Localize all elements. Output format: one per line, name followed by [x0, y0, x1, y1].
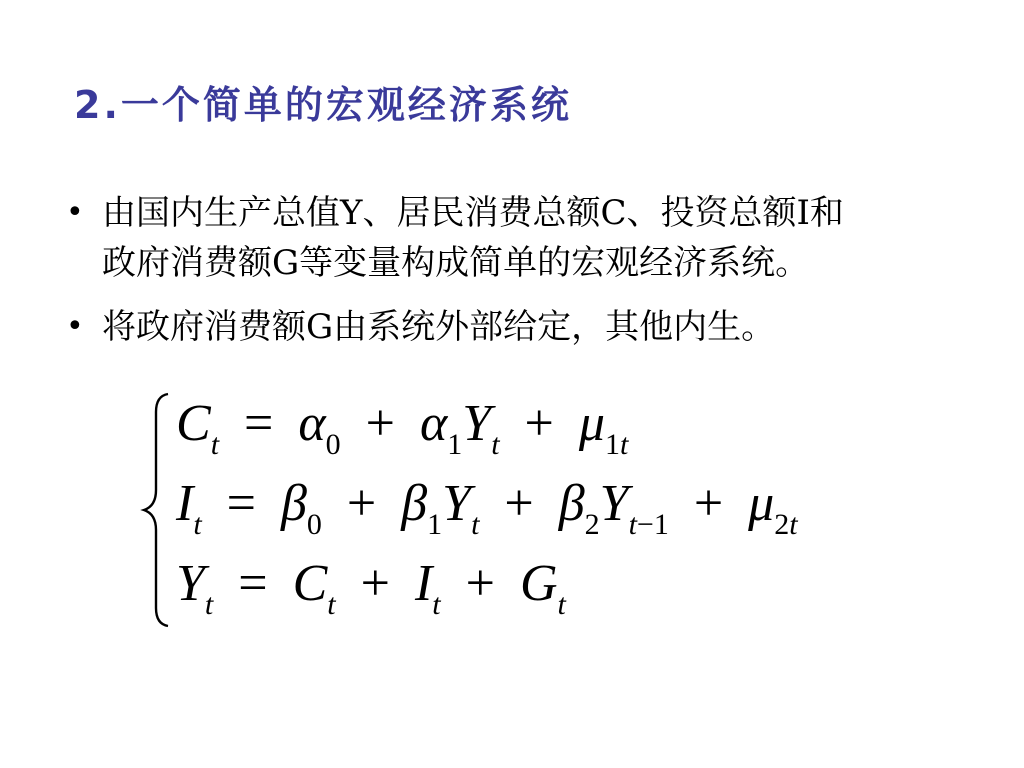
bullet-text-line: 将政府消费额G由系统外部给定，其他内生。	[102, 307, 776, 347]
bullet-item	[62, 302, 962, 352]
bullet-dot-icon: •	[66, 195, 84, 230]
equation-consumption: $C_t = \alpha_0 + \alpha_1Y_t + \mu_{1t}$	[176, 395, 629, 461]
left-brace-icon	[138, 390, 178, 630]
slide-title: 2.一个简单的宏观经济系统	[74, 83, 572, 127]
equation-investment: $I_t = \beta_0 + \beta_1Y_t + \beta_2Y_{t-1} + \mu_{2t}$	[176, 475, 798, 541]
bullet-item	[62, 188, 962, 288]
equation-system	[138, 390, 858, 630]
equation-income-identity: $Y_t = C_t + I_t + G_t$	[176, 555, 566, 621]
bullet-text-line: 由国内生产总值Y、居民消费总额C、投资总额I和	[102, 193, 844, 233]
bullet-list	[62, 188, 962, 366]
bullet-text-line: 政府消费额G等变量构成简单的宏观经济系统。	[102, 243, 810, 283]
bullet-dot-icon: •	[66, 309, 84, 344]
